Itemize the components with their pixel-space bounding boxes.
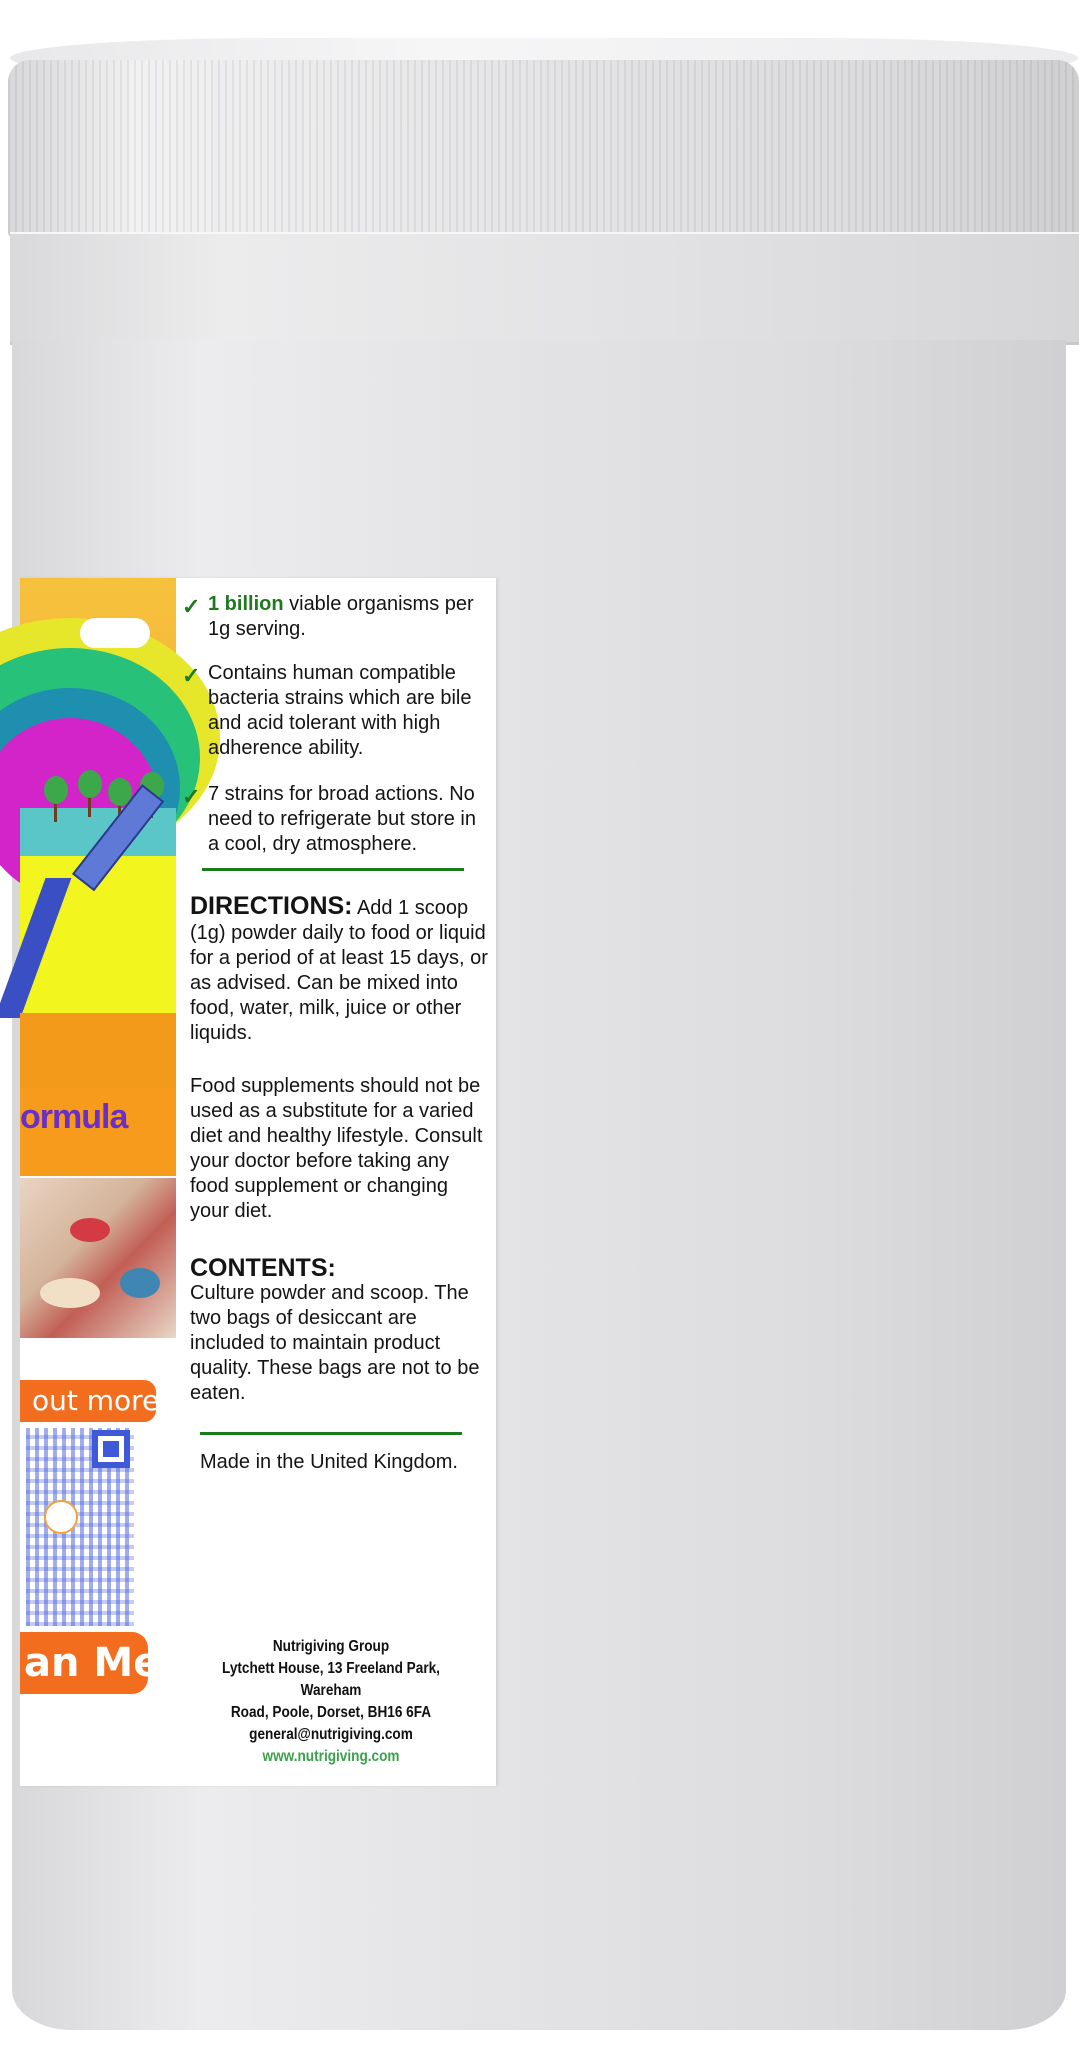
directions-heading: DIRECTIONS: [190, 892, 353, 920]
supplement-warning: Food supplements should not be used as a substitute for a varied diet and healthy lifestyle. Consult your doctor before taking any food supplement or changing your diet. [190, 1075, 483, 1222]
food-photo [20, 1178, 176, 1338]
contents-block [190, 1256, 490, 1406]
contents-text: Culture powder and scoop. The two bags of desiccant are included to maintain product quality. These bags are not to be eaten. [190, 1282, 480, 1404]
formula-text: ormula [20, 1098, 128, 1136]
directions-text: Add 1 scoop (1g) powder daily to food or liquid for a period of at least 15 days, or as advised. Can be mixed into food, water, milk, juice or other liquids. [190, 897, 488, 1044]
checkmark-icon: ✓ [182, 663, 201, 688]
benefit-item [182, 782, 492, 857]
contents-heading: CONTENTS: [190, 1254, 336, 1282]
brand-logo-icon [44, 1500, 78, 1534]
benefit-text: 7 strains for broad actions. No need to refrigerate but store in a cool, dry atmosphere. [208, 783, 476, 855]
food-photo-detail [70, 1218, 110, 1242]
art-orange-band [20, 1013, 176, 1091]
checkmark-icon: ✓ [182, 594, 201, 619]
benefit-item [182, 592, 492, 642]
made-in-text: Made in the United Kingdom. [200, 1451, 458, 1473]
benefit-highlight: 1 billion [208, 593, 284, 615]
qr-finder-pattern-inner [103, 1441, 119, 1457]
address-line: Lytchett House, 13 Freeland Park, Wareham [222, 1660, 440, 1699]
green-divider [202, 868, 464, 871]
cloud-icon [80, 618, 150, 648]
benefit-item [182, 661, 492, 761]
company-name: Nutrigiving Group [272, 1638, 390, 1655]
company-website: www.nutrigiving.com [262, 1748, 400, 1765]
label-artwork [20, 578, 176, 1340]
directions-block [190, 894, 490, 1046]
benefit-text: viable organisms per 1g serving. [208, 593, 474, 640]
tree-icon [78, 770, 102, 798]
company-address [208, 1636, 455, 1768]
food-photo-detail [120, 1268, 160, 1298]
food-photo-detail [40, 1278, 100, 1308]
jar-lid-ribbed [8, 60, 1079, 238]
green-divider [200, 1432, 462, 1435]
jar-lid-band [10, 232, 1079, 345]
address-line: Road, Poole, Dorset, BH16 6FA [230, 1704, 432, 1721]
scan-me-banner: an Me! [20, 1632, 148, 1694]
benefit-text: Contains human compatible bacteria strains which are bile and acid tolerant with high adherence ability. [208, 662, 472, 759]
company-email: general@nutrigiving.com [249, 1726, 413, 1743]
checkmark-icon: ✓ [182, 784, 201, 809]
find-out-more-banner: out more [20, 1380, 156, 1422]
tree-icon [44, 776, 68, 804]
